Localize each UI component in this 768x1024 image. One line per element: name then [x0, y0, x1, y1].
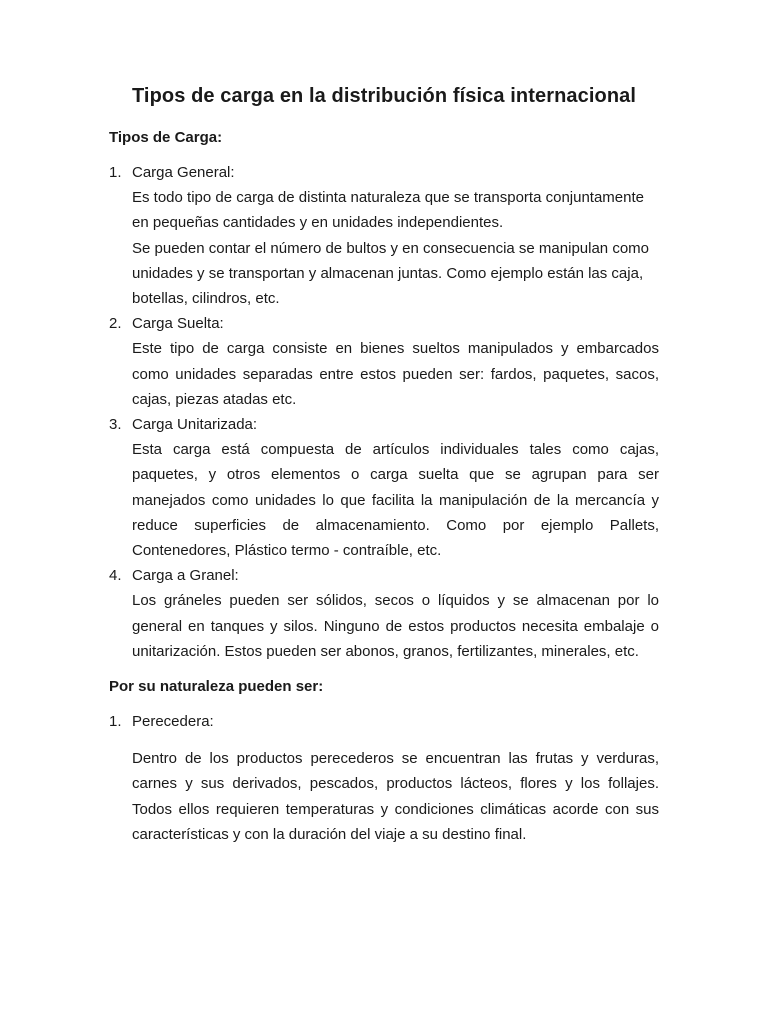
- list-item-number: 4.: [109, 567, 122, 585]
- list-item-number: 1.: [109, 713, 122, 730]
- list-item-label: Carga General:: [132, 164, 235, 181]
- list-item-paragraph: Este tipo de carga consiste en bienes sueltos manipulados y embarcados como unidades separadas entre estos pueden ser: fardos, paquetes, sacos, cajas, piezas atadas etc.: [132, 340, 659, 408]
- cargo-types-list: [109, 160, 659, 664]
- document-title: Tipos de carga en la distribución física internacional: [131, 85, 637, 107]
- list-item-paragraph: Esta carga está compuesta de artículos individuales tales como cajas, paquetes, y otros elementos o carga suelta que se agrupan para ser manejados como unidades lo que facilita la manipulación de la mercancía y reduce superficies de almacenamiento. Como por ejemplo Pallets, Contenedores, Plástico termo - contraíble, etc.: [132, 441, 659, 560]
- list-item-paragraph: Se pueden contar el número de bultos y en consecuencia se manipulan como unidades y se transportan y almacenan juntas. Como ejemplo están las caja, botellas, cilindros, etc.: [132, 239, 649, 308]
- section-heading-por-su-naturaleza: Por su naturaleza pueden ser:: [109, 678, 324, 695]
- list-item-label: Perecedera:: [132, 713, 214, 730]
- list-item-carga-a-granel: [109, 563, 659, 664]
- list-item-number: 3.: [109, 416, 122, 434]
- list-item-label: Carga Suelta:: [132, 315, 224, 333]
- list-item-label: Carga Unitarizada:: [132, 416, 258, 434]
- section-heading-tipos-de-carga: Tipos de Carga:: [109, 129, 223, 146]
- list-item-carga-suelta: [109, 311, 659, 412]
- list-item-number: 1.: [109, 164, 122, 181]
- nature-types-list: [109, 709, 659, 847]
- list-item-label: Carga a Granel:: [132, 567, 239, 585]
- list-item-carga-unitarizada: [109, 412, 659, 563]
- list-item-paragraph: Los gráneles pueden ser sólidos, secos o líquidos y se almacenan por lo general en tanques y silos. Ninguno de estos productos necesita embalaje o unitarización. Estos pueden ser abonos, granos, fertilizantes, minerales, etc.: [132, 592, 659, 660]
- list-item-paragraph: Es todo tipo de carga de distinta naturaleza que se transporta conjuntamente en pequeñas cantidades y en unidades independientes.: [132, 189, 644, 232]
- list-item-paragraph: Dentro de los productos perecederos se encuentran las frutas y verduras, carnes y sus derivados, pescados, productos lácteos, flores y los follajes. Todos ellos requieren temperaturas y condiciones climáticas acorde con sus características y con la duración del viaje a su destino final.: [132, 750, 659, 843]
- list-item-carga-general: [109, 160, 659, 311]
- list-item-perecedera: [109, 709, 659, 847]
- list-item-number: 2.: [109, 315, 122, 333]
